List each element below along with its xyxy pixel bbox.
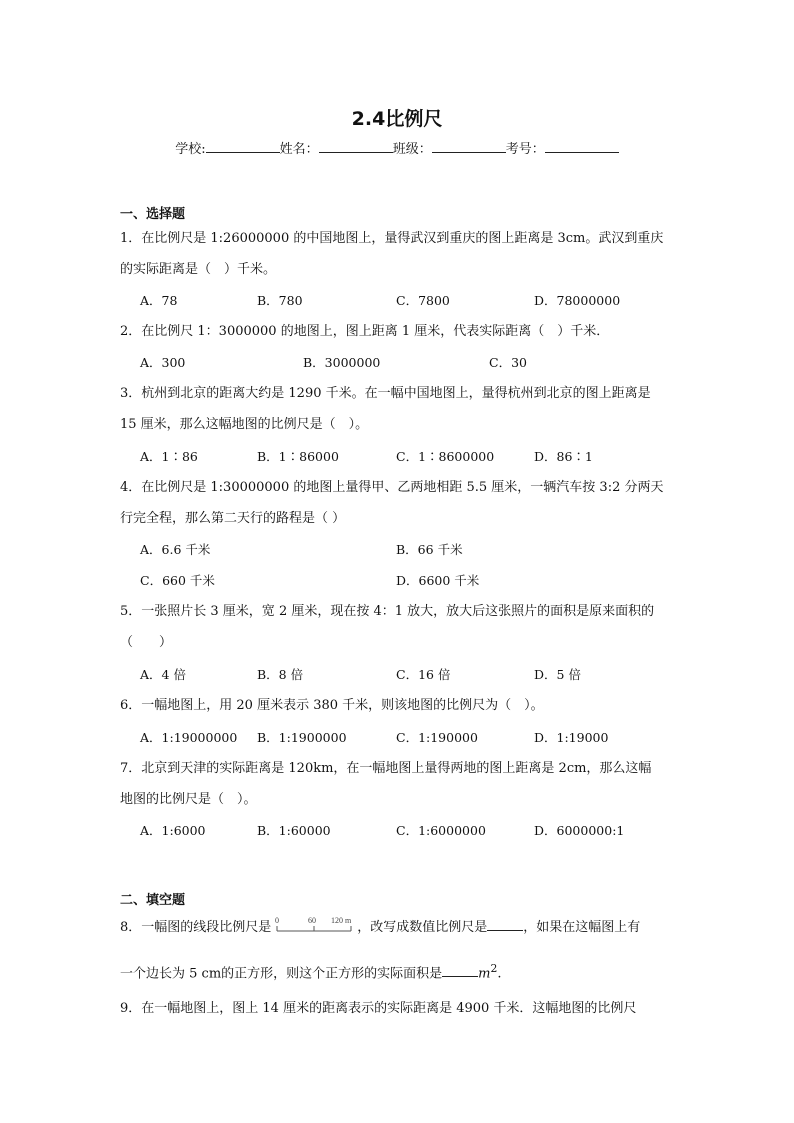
question-8-line-2 — [120, 953, 680, 989]
school-label: 学校: — [175, 142, 206, 157]
question-6-options — [140, 728, 680, 748]
school-blank[interactable] — [206, 140, 280, 153]
option-d[interactable]: D．86∶1 — [534, 449, 593, 464]
question-7-line-1: 7．北京到天津的实际距离是 120km，在一幅地图上量得两地的图上距离是 2cm，那么这幅 — [120, 761, 652, 776]
option-b[interactable]: B．8 倍 — [257, 667, 304, 682]
question-3-line-1: 3．杭州到北京的距离大约是 1290 千米。在一幅中国地图上，量得杭州到北京的图上距离是 — [120, 386, 651, 401]
question-6 — [120, 690, 680, 721]
section-choice-heading: 一、选择题 — [120, 207, 186, 222]
option-c[interactable]: C．16 倍 — [396, 667, 451, 682]
option-a[interactable]: A．78 — [140, 293, 178, 308]
question-5-line-2: （ ） — [120, 635, 173, 650]
option-c[interactable]: C．1:190000 — [396, 730, 478, 745]
question-9 — [120, 993, 680, 1024]
option-a[interactable]: A．4 倍 — [140, 667, 186, 682]
question-3-line-2: 15 厘米，那么这幅地图的比例尺是（ ）。 — [120, 417, 369, 432]
option-a[interactable]: A．1∶86 — [140, 449, 198, 464]
question-6-line-1: 6．一幅地图上，用 20 厘米表示 380 千米，则该地图的比例尺为（ ）。 — [120, 698, 544, 713]
question-1-line-2: 的实际距离是（ ）千米。 — [120, 262, 277, 277]
line-segment-scale — [273, 915, 355, 937]
scale-bar-graphic — [273, 915, 355, 937]
question-8-text-c: ，如果在这幅图上有 — [523, 920, 641, 935]
option-c[interactable]: C．1∶8600000 — [396, 449, 495, 464]
question-3 — [120, 378, 680, 440]
option-a[interactable]: A．6.6 千米 — [140, 542, 211, 557]
number-blank[interactable] — [545, 140, 619, 153]
unit-exponent: 2 — [490, 962, 498, 975]
option-d[interactable]: D．78000000 — [534, 293, 621, 308]
question-4-options-row-1 — [140, 540, 680, 560]
option-a[interactable]: A．1:19000000 — [140, 730, 238, 745]
question-8-continued — [120, 953, 680, 989]
name-blank[interactable] — [319, 140, 393, 153]
question-7 — [120, 753, 680, 815]
question-8 — [120, 912, 680, 943]
question-5 — [120, 596, 680, 658]
question-4-options-row-2 — [140, 571, 680, 591]
option-b[interactable]: B．780 — [257, 293, 303, 308]
answer-blank-2[interactable] — [442, 964, 478, 977]
unit-m: m — [478, 966, 491, 982]
option-d[interactable]: D．6000000:1 — [534, 823, 625, 838]
scale-label-60: 60 — [308, 916, 317, 925]
option-a[interactable]: A．300 — [140, 355, 186, 370]
option-b[interactable]: B．1:60000 — [257, 823, 331, 838]
question-8-text-b: ，改写成数值比例尺是 — [357, 920, 488, 935]
question-8-line-1 — [120, 912, 680, 943]
option-a[interactable]: A．1:6000 — [140, 823, 206, 838]
option-d[interactable]: D．1:19000 — [534, 730, 609, 745]
student-info-line — [0, 138, 794, 157]
section-fill-heading: 二、填空题 — [120, 893, 186, 908]
question-3-options — [140, 447, 680, 467]
question-7-line-2: 地图的比例尺是（ ）。 — [120, 792, 257, 807]
scale-label-0: 0 — [275, 916, 280, 925]
page-title: 2.4比例尺 — [351, 108, 443, 130]
question-1-line-1: 1．在比例尺是 1:26000000 的中国地图上，量得武汉到重庆的图上距离是 3cm。武汉到重庆 — [120, 231, 664, 246]
question-2-options — [140, 353, 680, 373]
question-2-line-1: 2．在比例尺 1：3000000 的地图上，图上距离 1 厘米，代表实际距离（ ）千米． — [120, 324, 610, 339]
option-c[interactable]: C．30 — [489, 355, 527, 370]
option-b[interactable]: B．1∶86000 — [257, 449, 339, 464]
question-5-line-1: 5．一张照片长 3 厘米，宽 2 厘米，现在按 4：1 放大，放大后这张照片的面积是原来面积的 — [120, 604, 655, 619]
class-label: 班级： — [392, 142, 432, 157]
question-5-options — [140, 665, 680, 685]
answer-blank-1[interactable] — [487, 918, 523, 931]
question-4 — [120, 472, 680, 534]
option-b[interactable]: B．3000000 — [303, 355, 381, 370]
number-label: 考号： — [505, 142, 545, 157]
option-c[interactable]: C．1:6000000 — [396, 823, 486, 838]
question-8-text-a: 8．一幅图的线段比例尺是 — [120, 920, 272, 935]
question-1 — [120, 223, 680, 285]
question-9-line-1: 9．在一幅地图上，图上 14 厘米的距离表示的实际距离是 4900 千米．这幅地图的比例尺 — [120, 1001, 637, 1016]
option-d[interactable]: D．5 倍 — [534, 667, 581, 682]
option-b[interactable]: B．66 千米 — [396, 542, 463, 557]
question-1-options — [140, 291, 680, 311]
option-c[interactable]: C．7800 — [396, 293, 450, 308]
question-8-text-d: 一个边长为 5 cm的正方形，则这个正方形的实际面积是 — [120, 966, 443, 982]
option-b[interactable]: B．1:1900000 — [257, 730, 347, 745]
option-c[interactable]: C．660 千米 — [140, 573, 215, 588]
option-d[interactable]: D．6600 千米 — [396, 573, 480, 588]
question-7-options — [140, 821, 680, 841]
question-8-end: . — [497, 966, 502, 982]
question-4-line-2: 行完全程，那么第二天行的路程是（ ） — [120, 511, 346, 526]
scale-label-120: 120 m — [331, 916, 352, 925]
name-label: 姓名： — [279, 142, 319, 157]
question-4-line-1: 4．在比例尺是 1:30000000 的地图上量得甲、乙两地相距 5.5 厘米，一辆汽车按 3:2 分两天 — [120, 480, 664, 495]
class-blank[interactable] — [432, 140, 506, 153]
question-2 — [120, 316, 680, 347]
